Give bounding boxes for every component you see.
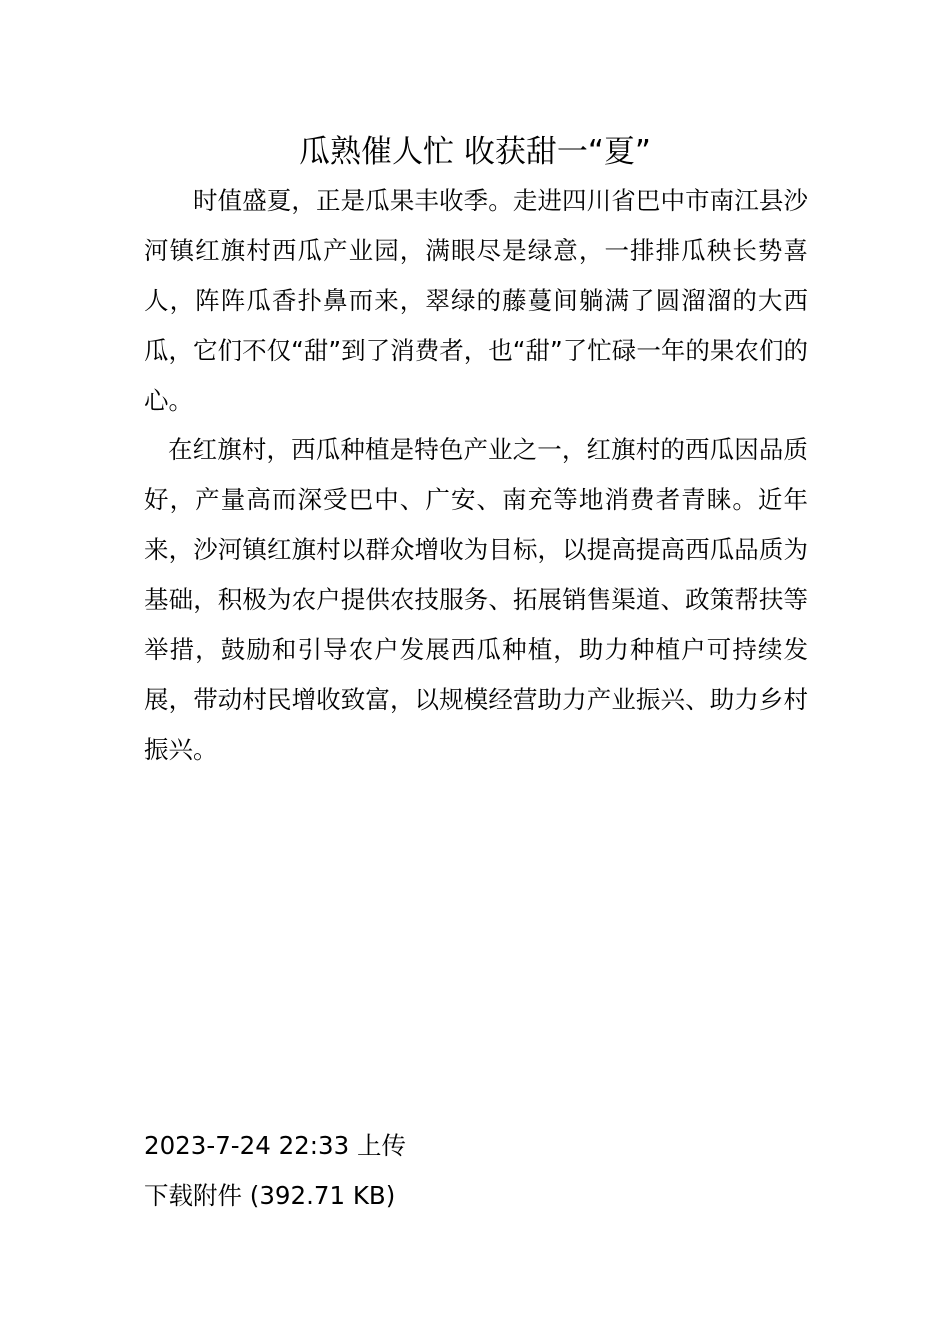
article-paragraph-1: 时值盛夏，正是瓜果丰收季。走进四川省巴中市南江县沙河镇红旗村西瓜产业园，满眼尽是绿意，一排排瓜秧长势喜人，阵阵瓜香扑鼻而来，翠绿的藤蔓间躺满了圆溜溜的大西瓜，它们不仅“甜”到了消费者，也“甜”了忙碌一年的果农们的心。 — [144, 186, 808, 415]
upload-timestamp: 2023-7-24 22:33 上传 — [144, 1131, 406, 1160]
download-attachment-link[interactable]: 下载附件 (392.71 KB) — [144, 1181, 396, 1210]
article-paragraph-2: 在红旗村，西瓜种植是特色产业之一，红旗村的西瓜因品质好，产量高而深受巴中、广安、南充等地消费者青睐。近年来，沙河镇红旗村以群众增收为目标，以提高提高西瓜品质为基础，积极为农户提供农技服务、拓展销售渠道、政策帮扶等举措，鼓励和引导农户发展西瓜种植，助力种植户可持续发展，带动村民增收致富，以规模经营助力产业振兴、助力乡村振兴。 — [144, 435, 808, 764]
article-title: 瓜熟催人忙 收获甜一“夏” — [299, 134, 651, 170]
